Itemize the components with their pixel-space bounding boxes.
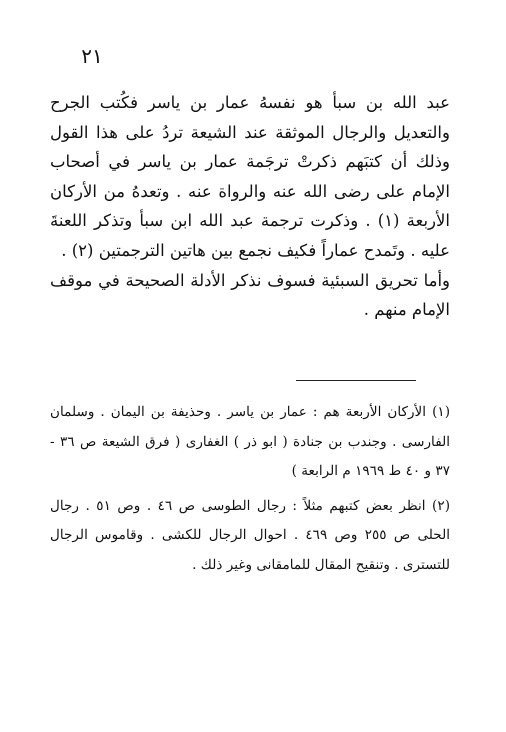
- footnote-separator: [296, 380, 416, 381]
- footnote-1: (١) الأركان الأربعة هم : عمار بن ياسر . وحذيفة بن اليمان . وسلمان الفارسى . وجندب بن جنادة ( ابو ذر ) الغفارى ( فرق الشيعة ص ٣٦ - ٣٧ و ٤٠ ط ١٩٦٩ م الرابعة ): [50, 404, 450, 480]
- footnote-2: (٢) انظر بعض كتبهم مثلاً : رجال الطوسى ص ٤٦ . وص ٥١ . رجال الحلى ص ٢٥٥ وص ٤٦٩ . احوال الرجال للكشى . وقاموس الرجال للتسترى . وتنقيح المقال للمامقانى وغير ذلك .: [50, 497, 450, 573]
- paragraph-2: وأما تحريق السبئية فسوف نذكر الأدلة الصحيحة في موقف الإمام منهم .: [50, 270, 450, 320]
- footnotes: [50, 398, 450, 581]
- page-number: ٢١: [81, 44, 103, 68]
- paragraph-1: عبد الله بن سبأ هو نفسهُ عمار بن ياسر فكُتب الجرح والتعديل والرجال الموثقة عند الشيعة تردُ على هذا القول وذلك أن كتبَهم ذكرتْ ترجَمة عمار بن ياسر في أصحاب الإمام على رضى الله عنه والرواة عنه . وتعدهُ من الأركان الأربعة (١) . وذكرت ترجمة عبد الله ابن سبأ وتذكر اللعنةَ عليه . وتَمدح عماراً فكيف نجمع بين هاتين الترجمتين (٢) .: [50, 93, 450, 260]
- main-text: [50, 88, 450, 325]
